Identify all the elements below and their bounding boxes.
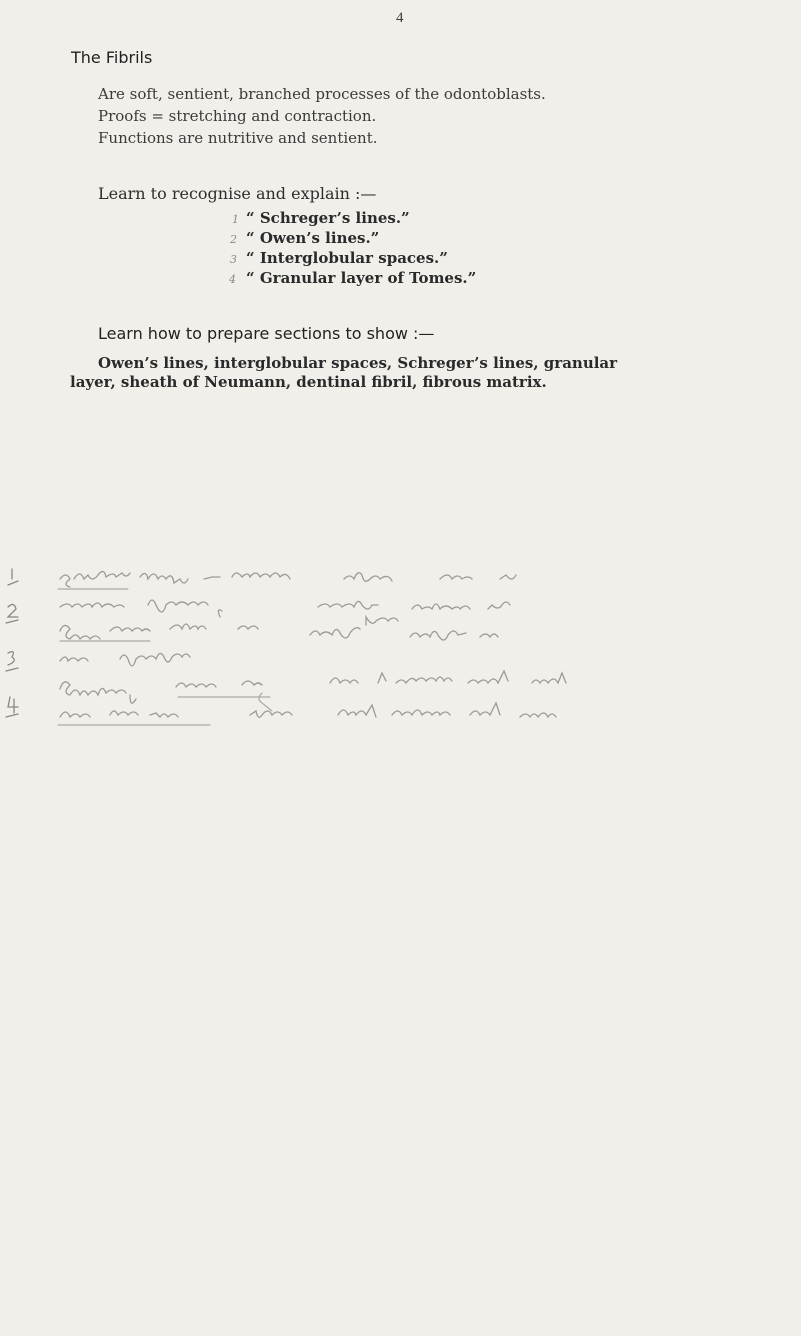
recognise-item-1: “ Schreger’s lines.” bbox=[246, 209, 410, 227]
recognise-item-3: “ Interglobular spaces.” bbox=[246, 249, 448, 267]
sections-line-2: layer, sheath of Neumann, dentinal fibril, fibrous matrix. bbox=[70, 373, 547, 391]
pencil-number-2: 2 bbox=[230, 233, 237, 246]
pencil-number-3: 3 bbox=[230, 253, 237, 266]
fibrils-line-3: Functions are nutritive and sentient. bbox=[98, 129, 378, 147]
sections-heading: Learn how to prepare sections to show :— bbox=[98, 324, 435, 343]
handwritten-notes bbox=[0, 565, 801, 805]
fibrils-line-2: Proofs = stretching and contraction. bbox=[98, 107, 377, 125]
fibrils-heading: The Fibrils bbox=[71, 48, 153, 67]
pencil-number-4: 4 bbox=[229, 273, 236, 286]
fibrils-line-1: Are soft, sentient, branched processes of the odontoblasts. bbox=[98, 85, 546, 103]
recognise-item-4: “ Granular layer of Tomes.” bbox=[246, 269, 477, 287]
margin-number-2 bbox=[6, 604, 18, 623]
recognise-heading: Learn to recognise and explain :— bbox=[98, 184, 377, 203]
recognise-item-2: “ Owen’s lines.” bbox=[246, 229, 380, 247]
sections-line-1: Owen’s lines, interglobular spaces, Schreger’s lines, granular bbox=[98, 354, 618, 372]
pencil-number-1: 1 bbox=[232, 213, 239, 226]
page-number: 4 bbox=[396, 10, 404, 26]
margin-number-4 bbox=[6, 697, 18, 717]
margin-number-3 bbox=[6, 652, 18, 671]
margin-number-1 bbox=[8, 569, 18, 585]
